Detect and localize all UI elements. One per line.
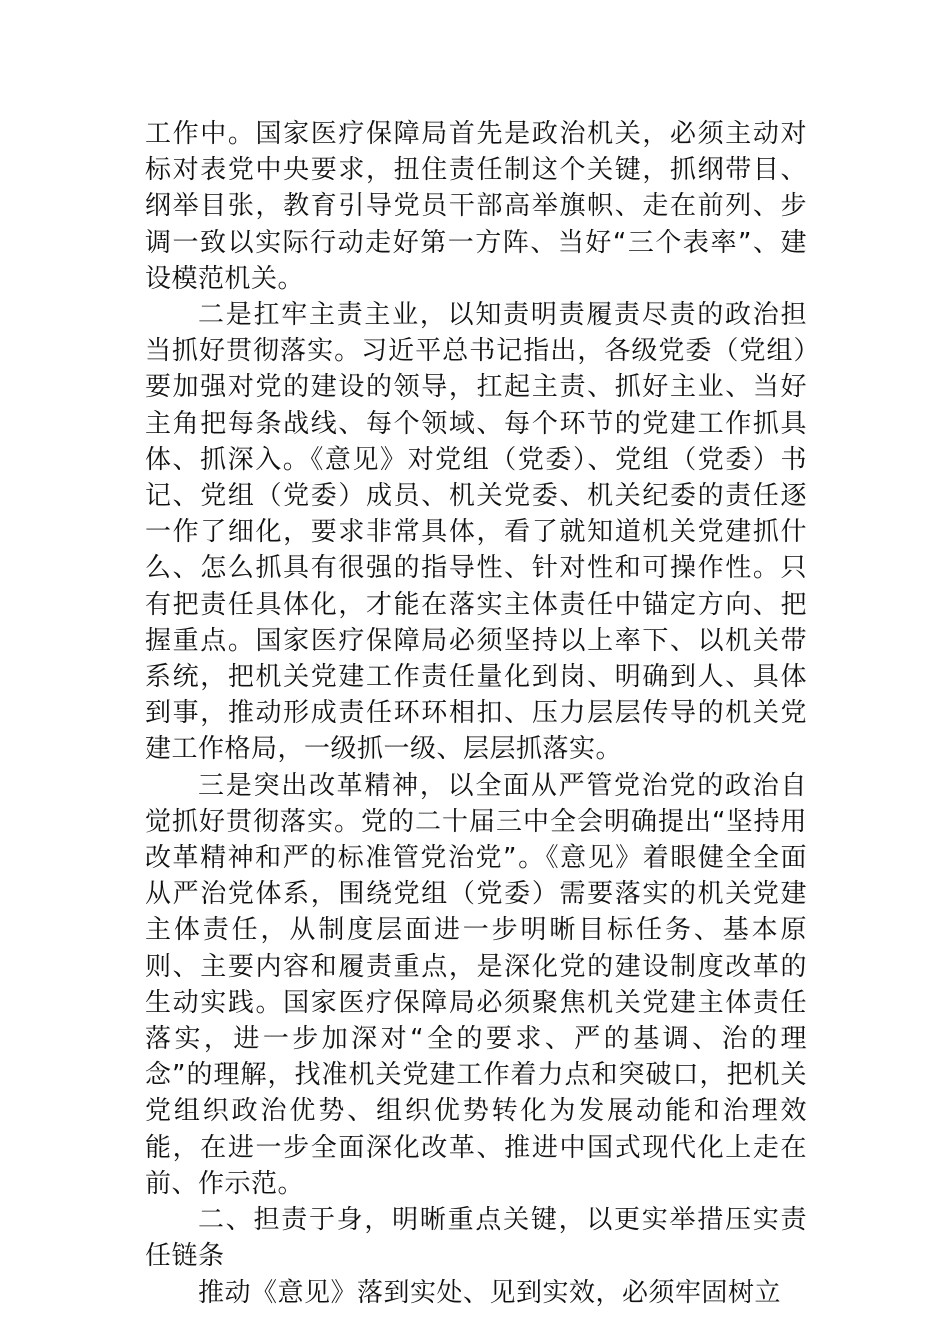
document-body [145,116,807,1311]
paragraph-section-intro: 推动《意见》落到实处、见到实效，必须牢固树立 [198,1277,782,1308]
section-heading: 二、担责于身，明晰重点关键，以更实举措压实责任链条 [145,1205,807,1272]
paragraph-point-two: 二是扛牢主责主业，以知责明责履责尽责的政治担当抓好贯彻落实。习近平总书记指出，各级党委（党组）要加强对党的建设的领导，扛起主责、抓好主业、当好主角把每条战线、每个领域、每个环节的党建工作抓具体、抓深入。《意见》对党组（党委）、党组（党委）书记、党组（党委）成员、机关党委、机关纪委的责任逐一作了细化，要求非常具体，看了就知道机关党建抓什么、怎么抓具有很强的指导性、针对性和可操作性。只有把责任具体化，才能在落实主体责任中锚定方向、把握重点。国家医疗保障局必须坚持以上率下、以机关带系统，把机关党建工作责任量化到岗、明确到人、具体到事，推动形成责任环环相扣、压力层层传导的机关党建工作格局，一级抓一级、层层抓落实。 [145,300,807,765]
paragraph-continuation: 工作中。国家医疗保障局首先是政治机关，必须主动对标对表党中央要求，扭住责任制这个关键，抓纲带目、纲举目张，教育引导党员干部高举旗帜、走在前列、步调一致以实际行动走好第一方阵、当好“三个表率”、建设模范机关。 [145,119,807,294]
paragraph-point-three: 三是突出改革精神，以全面从严管党治党的政治自觉抓好贯彻落实。党的二十届三中全会明确提出“坚持用改革精神和严的标准管党治党”。《意见》着眼健全全面从严治党体系，围绕党组（党委）需要落实的机关党建主体责任，从制度层面进一步明晰目标任务、基本原则、主要内容和履责重点，是深化党的建设制度改革的生动实践。国家医疗保障局必须聚焦机关党建主体责任落实，进一步加深对“全的要求、严的基调、治的理念”的理解，找准机关党建工作着力点和突破口，把机关党组织政治优势、组织优势转化为发展动能和治理效能，在进一步全面深化改革、推进中国式现代化上走在前、作示范。 [145,770,807,1199]
